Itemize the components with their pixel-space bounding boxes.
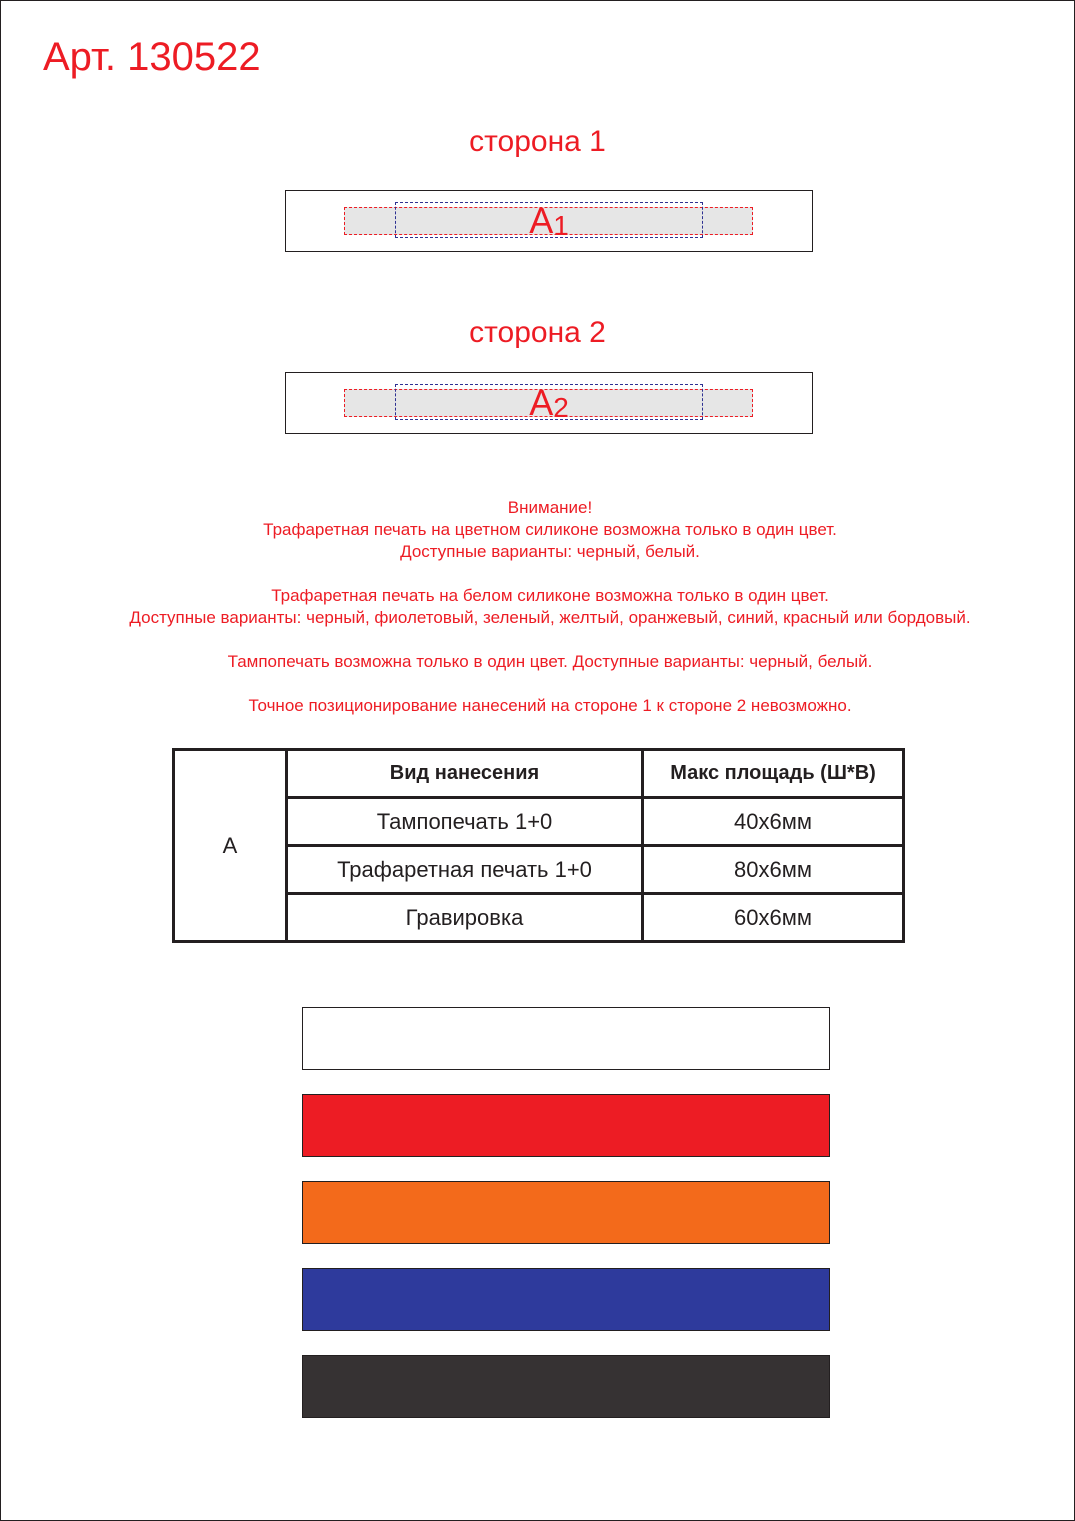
article-number: Арт. 130522	[43, 35, 261, 79]
side-1-title: сторона 1	[469, 125, 606, 158]
header-max-area: Макс площадь (Ш*В)	[643, 750, 904, 798]
zone-letter-cell: A	[174, 750, 287, 942]
color-swatch-blue	[302, 1268, 830, 1331]
method-cell: Трафаретная печать 1+0	[287, 846, 643, 894]
method-cell: Гравировка	[287, 894, 643, 942]
zone-label-a2: $A_2$	[529, 382, 569, 423]
notes-block	[0, 497, 1075, 717]
note-line: Точное позиционирование нанесений на стороне 1 к стороне 2 невозможно.	[248, 696, 852, 715]
area-cell: 40х6мм	[643, 798, 904, 846]
note-line: Трафаретная печать на цветном силиконе возможна только в один цвет.	[263, 520, 837, 539]
color-swatch-black	[302, 1355, 830, 1418]
note-line: Трафаретная печать на белом силиконе возможна только в один цвет.	[271, 586, 829, 605]
strap-side-1	[285, 190, 813, 252]
note-line: Доступные варианты: черный, белый.	[400, 542, 700, 561]
note-line	[0, 563, 1075, 585]
side-2-title: сторона 2	[469, 316, 606, 349]
header-method: Вид нанесения	[287, 750, 643, 798]
color-swatch-red	[302, 1094, 830, 1157]
color-swatch-white	[302, 1007, 830, 1070]
strap-side-2	[285, 372, 813, 434]
color-swatch-orange	[302, 1181, 830, 1244]
area-cell: 60х6мм	[643, 894, 904, 942]
area-cell: 80х6мм	[643, 846, 904, 894]
note-line: Тампопечать возможна только в один цвет. Доступные варианты: черный, белый.	[227, 652, 873, 671]
method-cell: Тампопечать 1+0	[287, 798, 643, 846]
application-table	[172, 748, 905, 943]
note-line	[0, 629, 1075, 651]
note-line: Внимание!	[507, 498, 593, 517]
zone-label-a1: $A_1$	[529, 200, 569, 241]
note-line	[0, 673, 1075, 695]
note-line: Доступные варианты: черный, фиолетовый, зеленый, желтый, оранжевый, синий, красный или бордовый.	[129, 608, 971, 627]
